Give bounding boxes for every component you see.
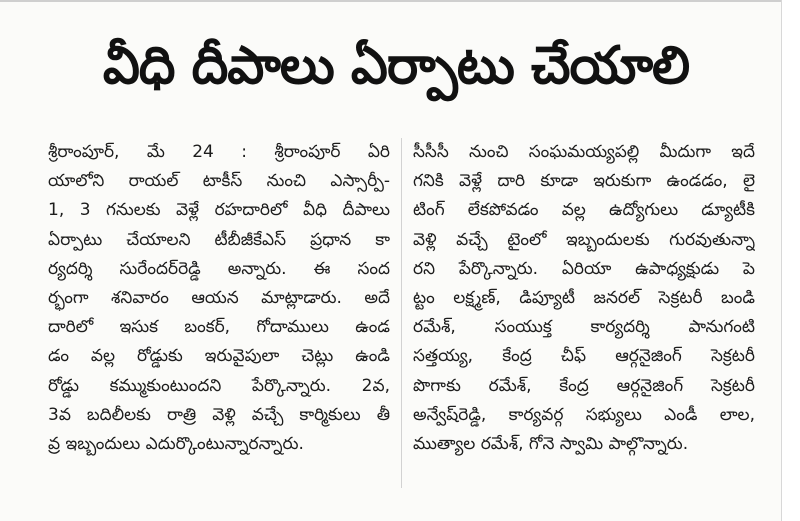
text-line: 3వ బదిలీలకు రాత్రి వెళ్లి వచ్చే కార్మికులు తీ [48, 404, 390, 425]
column-divider [401, 138, 402, 488]
text-line: గనికి వెళ్లే దారి కూడా ఇరుకుగా ఉండడం, లై [413, 171, 755, 192]
text-line: రని పేర్కొన్నారు. ఏరియా ఉపాధ్యక్షుడు పె [413, 258, 755, 279]
text-line: రమేశ్, సంయుక్త కార్యదర్శి పానుగంటి [413, 317, 755, 338]
text-line: వెళ్లి వచ్చే టైంలో ఇబ్బందులకు గురవుతున్నా [413, 229, 755, 250]
text-line: వ్ర ఇబ్బందులు ఎదుర్కొంటున్నారన్నారు. [48, 433, 304, 454]
text-line: సత్తయ్య, కేంద్ర చీఫ్ ఆర్గనైజింగ్ సెక్రటరీ [413, 346, 755, 367]
article-column-right [413, 138, 755, 498]
text-line: టింగ్ లేకపోవడం వల్ల ఉద్యోగులు డ్యూటీకి [413, 200, 755, 221]
text-line: ర్యదర్శి సురేందర్‌రెడ్డి అన్నారు. ఈ సంద [48, 258, 390, 279]
text-line: ర్భంగా శనివారం ఆయన మాట్లాడారు. అదే [48, 287, 390, 308]
text-line: శ్రీరాంపూర్, మే 24 : శ్రీరాంపూర్ ఏరి [48, 142, 390, 162]
text-line: ఏర్పాటు చేయాలని టీబీజీకేఎస్ ప్రధాన కా [48, 229, 390, 250]
text-line: పొగాకు రమేశ్, కేంద్ర ఆర్గనైజింగ్ సెక్రటరీ [413, 375, 755, 396]
article-column-left [48, 138, 390, 498]
top-border-rule [0, 0, 782, 2]
text-line: ట్టం లక్ష్మణ్, డిప్యూటీ జనరల్ సెక్రటరీ బండి [413, 287, 755, 308]
text-line: అన్వేష్‌రెడ్డి, కార్యవర్గ సభ్యులు ఎండీ లాల, [413, 404, 755, 425]
text-line: ముత్యాల రమేశ్, గోనె స్వామి పాల్గొన్నారు. [413, 433, 689, 454]
text-line: డం వల్ల రోడ్డుకు ఇరువైపులా చెట్లు ఉండి [48, 346, 390, 367]
right-margin-edge [781, 0, 800, 521]
article-headline: వీధి దీపాలు ఏర్పాటు చేయాలి [102, 36, 690, 96]
text-line: యాలోని రాయల్ టాకీస్ నుంచి ఎస్సార్పీ- [48, 171, 390, 192]
text-line: రోడ్డు కమ్ముకుంటుందని పేర్కొన్నారు. 2వ, [48, 375, 390, 396]
text-line: సీసీసీ నుంచి సంఘమయ్యపల్లి మీదుగా ఇదే [413, 142, 755, 162]
text-line: 1, 3 గనులకు వెళ్లే రహదారిలో వీధి దీపాలు [48, 200, 390, 221]
text-line: దారిలో ఇసుక బంకర్, గోదాములు ఉండ [48, 317, 390, 338]
